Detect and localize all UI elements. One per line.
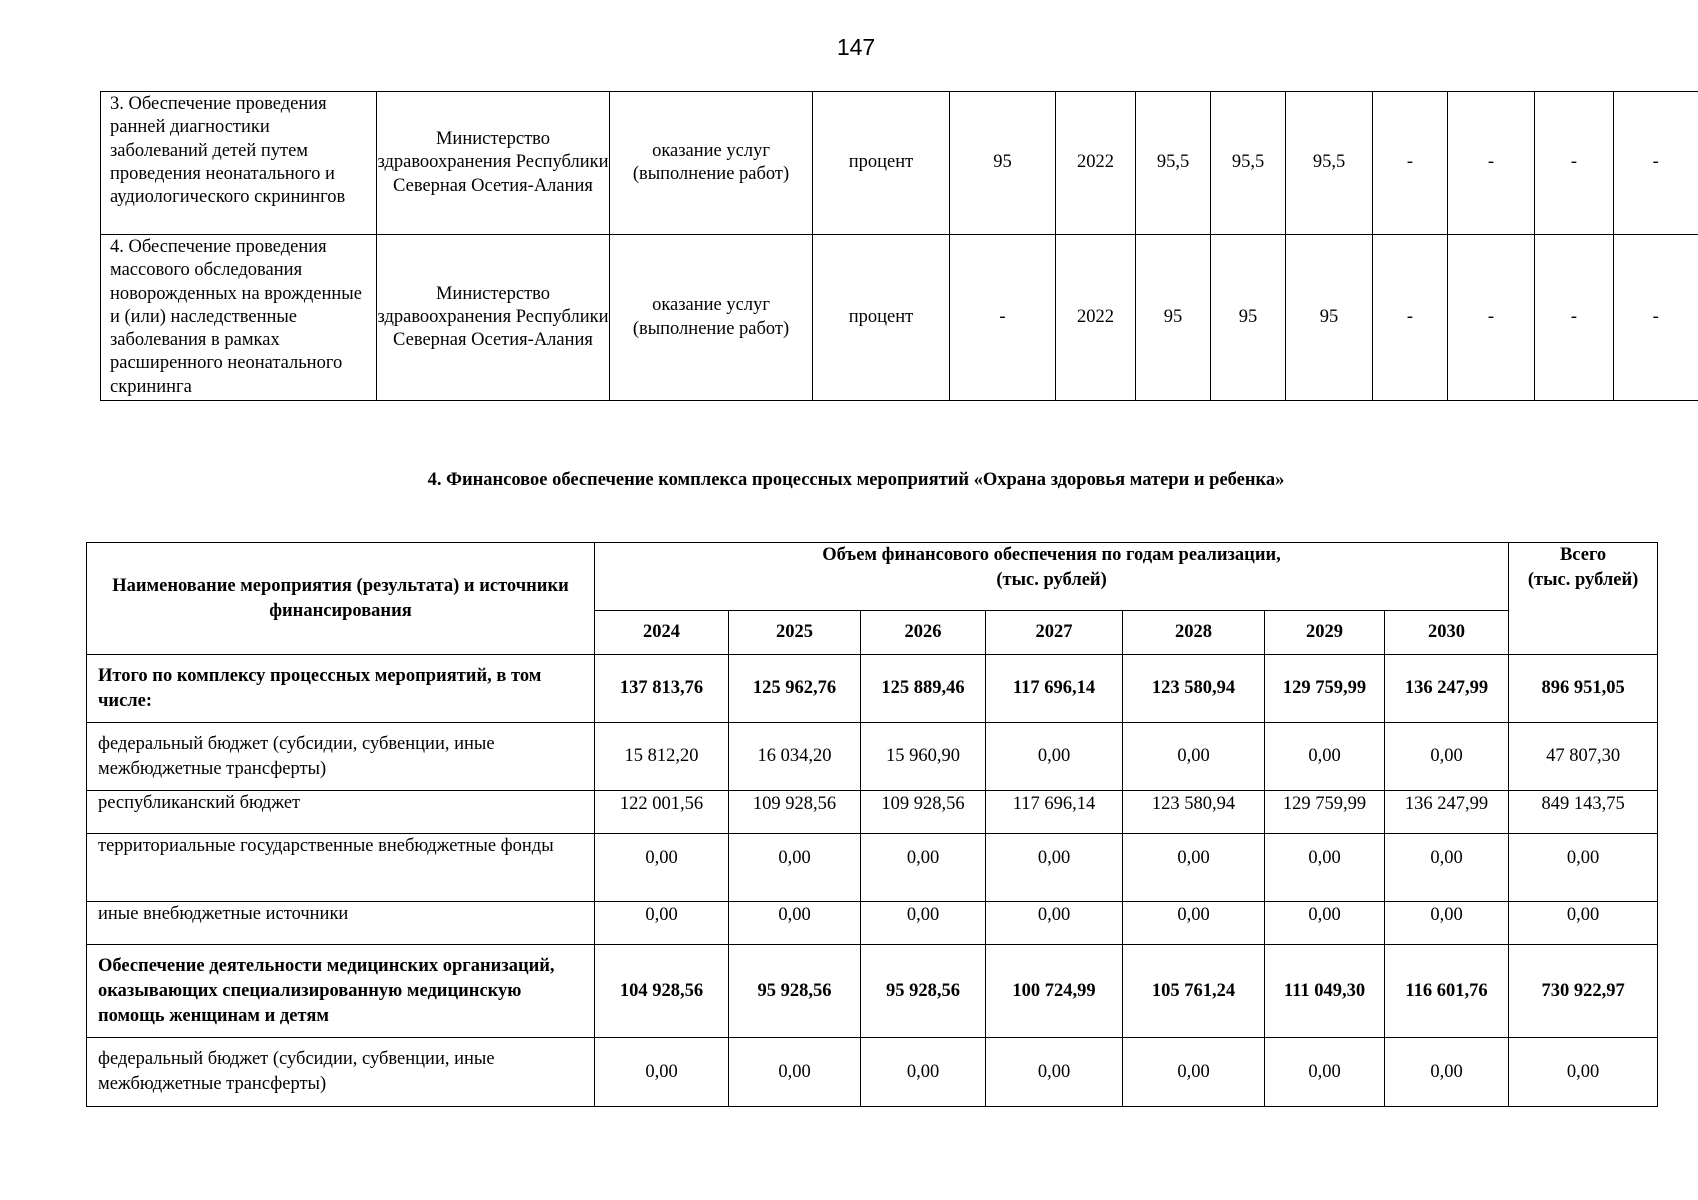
finance-header-row — [87, 543, 1658, 611]
row-total: 47 807,30 — [1509, 723, 1658, 791]
row-value: 0,00 — [861, 834, 986, 902]
result-type: оказание услуг (выполнение работ) — [610, 235, 813, 401]
result-value: - — [1448, 235, 1535, 401]
row-value: 117 696,14 — [986, 791, 1123, 834]
year-header: 2029 — [1265, 611, 1385, 655]
finance-row — [87, 791, 1658, 834]
row-value: 136 247,99 — [1385, 655, 1509, 723]
finance-row-subtotal — [87, 945, 1658, 1038]
year-header: 2027 — [986, 611, 1123, 655]
row-value: 0,00 — [1385, 834, 1509, 902]
page-number: 147 — [836, 34, 876, 60]
row-total: 730 922,97 — [1509, 945, 1658, 1038]
result-value: - — [1614, 92, 1698, 235]
result-name: 4. Обеспечение проведения массового обследования новорожденных на врожденные и (или) наследственные заболевания в рамках расширенного неонатального скрининга — [101, 235, 377, 401]
result-value: 95,5 — [1136, 92, 1211, 235]
header-name-text: Наименование мероприятия (результата) и источники финансирования — [112, 575, 569, 621]
result-value: - — [1535, 92, 1614, 235]
header-volume-line2: (тыс. рублей) — [996, 570, 1107, 590]
row-value: 0,00 — [1265, 723, 1385, 791]
row-value: 109 928,56 — [729, 791, 861, 834]
row-value: 100 724,99 — [986, 945, 1123, 1038]
row-value: 111 049,30 — [1265, 945, 1385, 1038]
row-value: 95 928,56 — [861, 945, 986, 1038]
year-header: 2026 — [861, 611, 986, 655]
row-value: 109 928,56 — [861, 791, 986, 834]
row-value: 0,00 — [595, 902, 729, 945]
row-value: 0,00 — [1265, 834, 1385, 902]
row-value: 0,00 — [986, 834, 1123, 902]
finance-row-total — [87, 655, 1658, 723]
row-value: 104 928,56 — [595, 945, 729, 1038]
row-value: 0,00 — [1123, 902, 1265, 945]
result-value: 95,5 — [1286, 92, 1373, 235]
row-value: 129 759,99 — [1265, 655, 1385, 723]
row-value: 0,00 — [986, 1038, 1123, 1107]
finance-row — [87, 723, 1658, 791]
finance-table — [86, 542, 1658, 1107]
row-value: 0,00 — [861, 1038, 986, 1107]
row-value: 136 247,99 — [1385, 791, 1509, 834]
results-row — [101, 92, 1698, 235]
result-value: 95 — [1286, 235, 1373, 401]
year-header: 2024 — [595, 611, 729, 655]
result-value: 95 — [1211, 235, 1286, 401]
finance-row — [87, 834, 1658, 902]
row-total: 849 143,75 — [1509, 791, 1658, 834]
row-value: 0,00 — [729, 834, 861, 902]
result-value: - — [1448, 92, 1535, 235]
row-total: 0,00 — [1509, 1038, 1658, 1107]
row-value: 0,00 — [1123, 723, 1265, 791]
result-base-value: 95 — [950, 92, 1056, 235]
row-value: 0,00 — [729, 902, 861, 945]
row-value: 0,00 — [1385, 1038, 1509, 1107]
result-value: - — [1373, 92, 1448, 235]
result-value: - — [1535, 235, 1614, 401]
row-value: 125 962,76 — [729, 655, 861, 723]
row-value: 0,00 — [1385, 723, 1509, 791]
row-value: 137 813,76 — [595, 655, 729, 723]
row-label: территориальные государственные внебюджетные фонды — [87, 834, 595, 902]
row-label: Итого по комплексу процессных мероприятий, в том числе: — [87, 655, 595, 723]
header-name-column — [87, 543, 595, 655]
result-value: - — [1614, 235, 1698, 401]
result-ministry: Министерство здравоохранения Республики Северная Осетия-Алания — [377, 235, 610, 401]
result-type: оказание услуг (выполнение работ) — [610, 92, 813, 235]
row-total: 896 951,05 — [1509, 655, 1658, 723]
result-ministry: Министерство здравоохранения Республики Северная Осетия-Алания — [377, 92, 610, 235]
header-volume-line1: Объем финансового обеспечения по годам реализации, — [822, 545, 1281, 565]
row-value: 0,00 — [595, 1038, 729, 1107]
result-value: - — [1373, 235, 1448, 401]
result-base-year: 2022 — [1056, 92, 1136, 235]
header-total-line2: (тыс. рублей) — [1527, 570, 1639, 590]
row-label: республиканский бюджет — [87, 791, 595, 834]
row-value: 125 889,46 — [861, 655, 986, 723]
result-unit: процент — [813, 235, 950, 401]
results-row — [101, 235, 1698, 401]
year-header: 2025 — [729, 611, 861, 655]
result-name: 3. Обеспечение проведения ранней диагностики заболеваний детей путем проведения неонатального и аудиологического скринингов — [101, 92, 377, 235]
result-unit: процент — [813, 92, 950, 235]
row-value: 0,00 — [861, 902, 986, 945]
year-header: 2030 — [1385, 611, 1509, 655]
header-volume — [595, 543, 1509, 611]
row-value: 129 759,99 — [1265, 791, 1385, 834]
row-value: 0,00 — [1123, 834, 1265, 902]
row-label: Обеспечение деятельности медицинских организаций, оказывающих специализированную медицинскую помощь женщинам и детям — [87, 945, 595, 1038]
row-value: 0,00 — [1123, 1038, 1265, 1107]
finance-row — [87, 902, 1658, 945]
row-value: 95 928,56 — [729, 945, 861, 1038]
row-value: 15 812,20 — [595, 723, 729, 791]
finance-row — [87, 1038, 1658, 1107]
row-value: 16 034,20 — [729, 723, 861, 791]
row-value: 116 601,76 — [1385, 945, 1509, 1038]
result-base-year: 2022 — [1056, 235, 1136, 401]
row-value: 123 580,94 — [1123, 655, 1265, 723]
row-label: иные внебюджетные источники — [87, 902, 595, 945]
result-value: 95,5 — [1211, 92, 1286, 235]
row-value: 123 580,94 — [1123, 791, 1265, 834]
result-value: 95 — [1136, 235, 1211, 401]
row-total: 0,00 — [1509, 902, 1658, 945]
section-heading: 4. Финансовое обеспечение комплекса процессных мероприятий «Охрана здоровья матери и ребенка» — [427, 470, 1285, 490]
row-value: 117 696,14 — [986, 655, 1123, 723]
header-total-line1: Всего — [1559, 545, 1607, 565]
row-value: 0,00 — [986, 723, 1123, 791]
row-value: 0,00 — [729, 1038, 861, 1107]
year-header: 2028 — [1123, 611, 1265, 655]
row-value: 105 761,24 — [1123, 945, 1265, 1038]
row-value: 0,00 — [595, 834, 729, 902]
row-value: 0,00 — [1265, 902, 1385, 945]
row-total: 0,00 — [1509, 834, 1658, 902]
row-value: 0,00 — [1385, 902, 1509, 945]
row-value: 15 960,90 — [861, 723, 986, 791]
row-label: федеральный бюджет (субсидии, субвенции, иные межбюджетные трансферты) — [87, 723, 595, 791]
row-value: 0,00 — [986, 902, 1123, 945]
row-label: федеральный бюджет (субсидии, субвенции, иные межбюджетные трансферты) — [87, 1038, 595, 1107]
row-value: 122 001,56 — [595, 791, 729, 834]
results-table — [100, 91, 1698, 401]
header-total — [1509, 543, 1658, 655]
row-value: 0,00 — [1265, 1038, 1385, 1107]
result-base-value: - — [950, 235, 1056, 401]
